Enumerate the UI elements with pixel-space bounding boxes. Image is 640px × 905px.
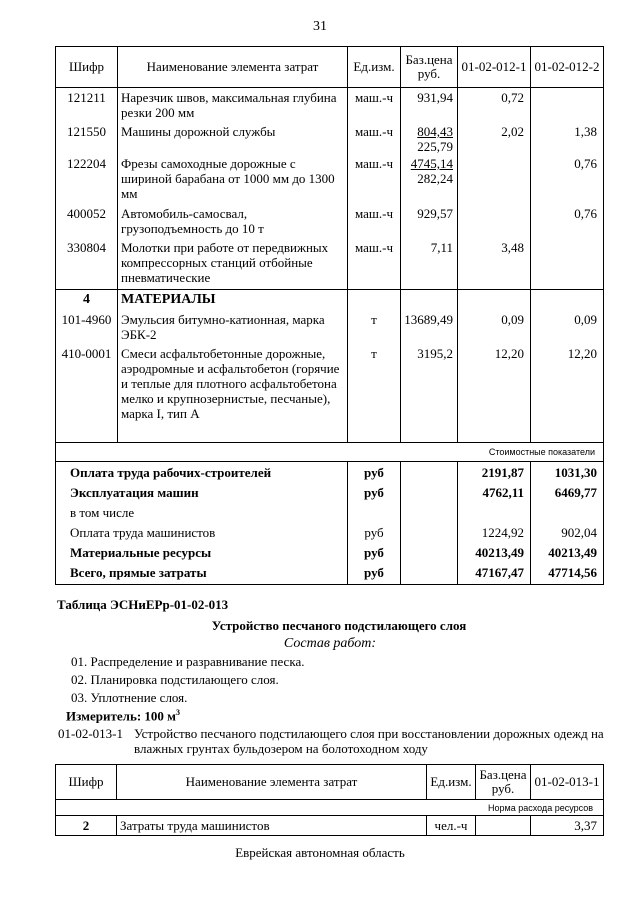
table-row — [56, 123, 604, 155]
row-price: 931,94 — [401, 88, 458, 124]
col-header-unit: Ед.изм. — [427, 765, 476, 800]
table-row — [56, 239, 604, 290]
cost-row — [56, 462, 604, 484]
row-value-1 — [458, 155, 531, 205]
row-unit: т — [348, 345, 401, 443]
cost-value-2: 47714,56 — [531, 563, 604, 585]
table-row — [56, 310, 604, 345]
col-header-unit: Ед.изм. — [348, 47, 401, 88]
section-row-materials — [56, 290, 604, 311]
row-price-main: 804,43 — [417, 124, 453, 139]
row-code: 410-0001 — [56, 345, 118, 443]
cost-unit: руб — [348, 543, 401, 563]
work-item: 03. Уплотнение слоя. — [71, 690, 188, 705]
work-item: 01. Распределение и разравнивание песка. — [71, 654, 305, 669]
cost-value-1: 1224,92 — [458, 523, 531, 543]
row-name: Нарезчик швов, максимальная глубина резки 200 мм — [118, 88, 348, 124]
row-unit: маш.-ч — [348, 155, 401, 205]
row-unit: чел.-ч — [427, 816, 476, 836]
cost-value-1: 40213,49 — [458, 543, 531, 563]
row-value-1: 0,09 — [458, 310, 531, 345]
row-value-2: 12,20 — [531, 345, 604, 443]
row-unit: маш.-ч — [348, 123, 401, 155]
cost-row — [56, 523, 604, 543]
cost-value-1 — [458, 503, 531, 523]
row-name: Смеси асфальтобетонные дорожные, аэродромные и асфальтобетон (горячие и теплые для плотного асфальтобетона мелко и крупнозернистые, песчаные), марка I, тип А — [118, 345, 348, 443]
cost-value-2: 1031,30 — [531, 462, 604, 484]
col-header-price: Баз.цена руб. — [401, 47, 458, 88]
row-price-main: 4745,14 — [410, 156, 453, 171]
cost-label: Материальные ресурсы — [56, 543, 348, 563]
resource-table-01-02-013 — [55, 764, 604, 836]
row-code: 121211 — [56, 88, 118, 124]
norm-label: Норма расхода ресурсов — [56, 800, 604, 816]
cost-label: в том числе — [56, 503, 348, 523]
resource-table-01-02-012 — [55, 46, 604, 585]
table-row — [56, 205, 604, 239]
row-value-1 — [458, 205, 531, 239]
row-unit: маш.-ч — [348, 239, 401, 290]
cost-unit — [348, 503, 401, 523]
cost-indicators-label: Стоимостные показатели — [56, 443, 604, 462]
row-price — [476, 816, 531, 836]
row-price: 3195,2 — [401, 345, 458, 443]
cost-label: Оплата труда рабочих-строителей — [56, 462, 348, 484]
page-number: 31 — [313, 19, 327, 34]
table-row — [56, 816, 604, 836]
cost-label: Оплата труда машинистов — [56, 523, 348, 543]
col-header-norm-1: 01-02-013-1 — [531, 765, 604, 800]
row-code: 400052 — [56, 205, 118, 239]
col-header-code: Шифр — [56, 47, 118, 88]
row-name: Фрезы самоходные дорожные с шириной барабана от 1000 мм до 1300 мм — [118, 155, 348, 205]
cost-value-1: 4762,11 — [458, 483, 531, 503]
row-value-1: 12,20 — [458, 345, 531, 443]
row-value-1: 3,48 — [458, 239, 531, 290]
row-price — [401, 123, 458, 155]
row-value-2: 0,76 — [531, 205, 604, 239]
row-value-2: 1,38 — [531, 123, 604, 155]
meter-text: Измеритель: 100 м — [66, 708, 177, 724]
row-value-2: 0,76 — [531, 155, 604, 205]
row-name: Молотки при работе от передвижных компрессорных станций отбойные пневматические — [118, 239, 348, 290]
cost-value-2: 902,04 — [531, 523, 604, 543]
section-title: МАТЕРИАЛЫ — [118, 290, 348, 311]
row-value-1: 0,72 — [458, 88, 531, 124]
cost-unit: руб — [348, 563, 401, 585]
cost-value-2: 6469,77 — [531, 483, 604, 503]
row-price: 7,11 — [401, 239, 458, 290]
row-code: 122204 — [56, 155, 118, 205]
table-row — [56, 155, 604, 205]
row-unit: т — [348, 310, 401, 345]
row-code: 121550 — [56, 123, 118, 155]
row-unit: маш.-ч — [348, 88, 401, 124]
col-header-norm-1: 01-02-012-1 — [458, 47, 531, 88]
norm-label-row — [56, 800, 604, 816]
row-code: 330804 — [56, 239, 118, 290]
row-price — [401, 155, 458, 205]
cost-row — [56, 503, 604, 523]
row-code: 2 — [56, 816, 117, 836]
meter-label — [66, 708, 180, 724]
cost-row — [56, 483, 604, 503]
row-value-2: 0,09 — [531, 310, 604, 345]
cost-value-2: 40213,49 — [531, 543, 604, 563]
item-description-line-2: влажных грунтах бульдозером на болотоходном ходу — [134, 741, 428, 756]
item-description-line-1: Устройство песчаного подстилающего слоя при восстановлении дорожных одежд на — [134, 726, 604, 741]
row-value-2 — [531, 239, 604, 290]
col-header-price: Баз.цена руб. — [476, 765, 531, 800]
works-title: Состав работ: — [283, 636, 377, 651]
cost-value-2 — [531, 503, 604, 523]
table-title: Таблица ЭСНиЕРр-01-02-013 — [57, 597, 229, 612]
col-header-code: Шифр — [56, 765, 117, 800]
row-price: 13689,49 — [401, 310, 458, 345]
row-name: Затраты труда машинистов — [117, 816, 427, 836]
footer-region-name: Еврейская автономная область — [235, 845, 405, 860]
row-price-secondary: 282,24 — [417, 171, 453, 186]
row-name: Эмульсия битумно-катионная, марка ЭБК-2 — [118, 310, 348, 345]
cost-value-1: 2191,87 — [458, 462, 531, 484]
row-value-2 — [531, 88, 604, 124]
cost-unit: руб — [348, 523, 401, 543]
col-header-norm-2: 01-02-012-2 — [531, 47, 604, 88]
table-row — [56, 345, 604, 443]
cost-value-1: 47167,47 — [458, 563, 531, 585]
cost-row — [56, 543, 604, 563]
meter-superscript: 3 — [176, 708, 181, 717]
col-header-name: Наименование элемента затрат — [117, 765, 427, 800]
row-unit: маш.-ч — [348, 205, 401, 239]
table-header-row — [56, 47, 604, 88]
row-name: Автомобиль-самосвал, грузоподъемность до 10 т — [118, 205, 348, 239]
row-value-1: 3,37 — [531, 816, 604, 836]
row-code: 101-4960 — [56, 310, 118, 345]
cost-label: Эксплуатация машин — [56, 483, 348, 503]
table-row — [56, 88, 604, 124]
col-header-name: Наименование элемента затрат — [118, 47, 348, 88]
cost-unit: руб — [348, 483, 401, 503]
item-code: 01-02-013-1 — [58, 726, 123, 741]
section-number: 4 — [56, 290, 118, 311]
work-item: 02. Планировка подстилающего слоя. — [71, 672, 279, 687]
row-price: 929,57 — [401, 205, 458, 239]
cost-unit: руб — [348, 462, 401, 484]
cost-row — [56, 563, 604, 585]
row-value-1: 2,02 — [458, 123, 531, 155]
row-price-secondary: 225,79 — [417, 139, 453, 154]
row-name: Машины дорожной службы — [118, 123, 348, 155]
cost-label: Всего, прямые затраты — [56, 563, 348, 585]
table-header-row — [56, 765, 604, 800]
section-heading: Устройство песчаного подстилающего слоя — [211, 618, 467, 633]
cost-indicators-label-row — [56, 443, 604, 462]
